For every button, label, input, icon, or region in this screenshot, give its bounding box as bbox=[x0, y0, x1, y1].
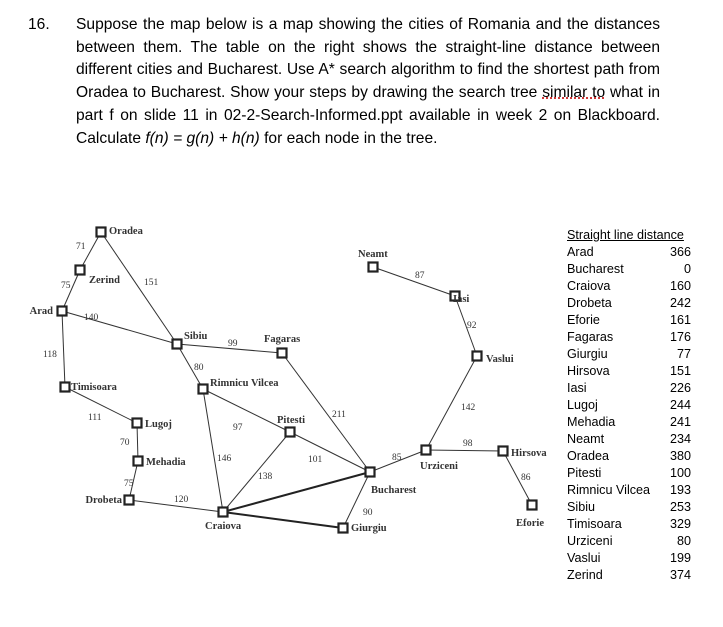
table-city: Rimnicu Vilcea bbox=[567, 483, 651, 497]
question-formula: f(n) = g(n) + h(n) bbox=[145, 129, 260, 147]
distance-label: 97 bbox=[233, 423, 243, 433]
table-city: Vaslui bbox=[567, 551, 601, 565]
road-oradea-sibiu bbox=[101, 232, 177, 344]
table-city: Oradea bbox=[567, 449, 610, 463]
table-row bbox=[567, 465, 691, 482]
distance-label: 70 bbox=[120, 438, 130, 448]
table-value: 253 bbox=[669, 500, 691, 514]
question-text-part3: for each node in the tree. bbox=[259, 129, 438, 147]
table-value: 80 bbox=[676, 534, 691, 548]
city-node-arad bbox=[58, 307, 67, 316]
distance-label: 138 bbox=[258, 472, 273, 482]
table-city: Neamt bbox=[567, 432, 605, 446]
table-value: 366 bbox=[669, 245, 691, 259]
road-pitesti-bucharest bbox=[290, 432, 370, 472]
city-label-craiova: Craiova bbox=[205, 521, 242, 532]
table-value: 244 bbox=[669, 398, 691, 412]
road-arad-sibiu bbox=[62, 311, 177, 344]
table-value: 161 bbox=[669, 313, 691, 327]
city-node-bucharest bbox=[366, 468, 375, 477]
table-row bbox=[567, 363, 691, 380]
road-craiova-pitesti bbox=[223, 432, 290, 512]
city-label-bucharest: Bucharest bbox=[371, 485, 417, 496]
table-city: Bucharest bbox=[567, 262, 624, 276]
road-lugoj-mehadia bbox=[137, 423, 138, 461]
road-bucharest-giurgiu bbox=[343, 472, 370, 528]
table-row bbox=[567, 533, 691, 550]
city-label-rimnicu: Rimnicu Vilcea bbox=[210, 378, 279, 389]
table-row bbox=[567, 482, 691, 499]
city-node-giurgiu bbox=[339, 524, 348, 533]
city-label-sibiu: Sibiu bbox=[184, 331, 208, 342]
table-row bbox=[567, 550, 691, 567]
table-city: Eforie bbox=[567, 313, 600, 327]
table-city: Iasi bbox=[567, 381, 587, 395]
distance-label: 140 bbox=[84, 313, 99, 323]
question-text-part1: Suppose the map below is a map showing the cities of Romania and the distances between them. The table on the right shows the straight-line distance between different cities and Bucharest. Use A* search algorithm to find the shortest path from Oradea to Bucharest. Show your steps by drawing the search tree bbox=[76, 16, 660, 102]
distance-label: 211 bbox=[332, 410, 346, 420]
table-row bbox=[567, 414, 691, 431]
table-value: 242 bbox=[669, 296, 691, 310]
distance-label: 118 bbox=[43, 350, 57, 360]
city-label-vaslui: Vaslui bbox=[486, 354, 514, 365]
table-city: Sibiu bbox=[567, 500, 596, 514]
table-city: Timisoara bbox=[567, 517, 622, 531]
table-row bbox=[567, 516, 691, 533]
table-row bbox=[567, 295, 691, 312]
table-row bbox=[567, 380, 691, 397]
city-label-eforie: Eforie bbox=[516, 518, 544, 529]
table-row bbox=[567, 499, 691, 516]
distance-label: 90 bbox=[363, 508, 373, 518]
city-label-arad: Arad bbox=[29, 306, 53, 317]
road-bold-craiova-bucharest bbox=[223, 472, 370, 512]
city-label-lugoj: Lugoj bbox=[145, 419, 172, 430]
distance-label: 98 bbox=[463, 439, 473, 449]
road-iasi-neamt bbox=[373, 267, 455, 296]
table-value: 380 bbox=[669, 449, 691, 463]
distance-label: 151 bbox=[144, 278, 159, 288]
distance-label: 101 bbox=[308, 455, 323, 465]
road-urziceni-hirsova bbox=[426, 450, 503, 451]
distance-label: 142 bbox=[461, 403, 476, 413]
city-label-zerind: Zerind bbox=[89, 275, 120, 286]
city-node-neamt bbox=[369, 263, 378, 272]
distance-label: 75 bbox=[124, 479, 134, 489]
distance-label: 87 bbox=[415, 271, 425, 281]
city-node-lugoj bbox=[133, 419, 142, 428]
city-node-urziceni bbox=[422, 446, 431, 455]
city-node-fagaras bbox=[278, 349, 287, 358]
table-row bbox=[567, 244, 691, 261]
city-label-iasi: Iasi bbox=[453, 294, 470, 305]
table-title: Straight line distance bbox=[567, 228, 684, 242]
road-arad-timisoara bbox=[62, 311, 65, 387]
table-value: 329 bbox=[669, 517, 691, 531]
question-text-part2: what in part f on slide 11 in 02-2-Search-Informed.ppt available in week 2 on Blackboard. Calculate bbox=[76, 84, 660, 147]
table-value: 100 bbox=[669, 466, 691, 480]
city-label-timisoara: Timisoara bbox=[71, 382, 117, 393]
table-value: 241 bbox=[669, 415, 691, 429]
distance-label: 80 bbox=[194, 363, 204, 373]
city-label-oradea: Oradea bbox=[109, 226, 143, 237]
distance-label: 92 bbox=[467, 321, 477, 331]
table-city: Fagaras bbox=[567, 330, 614, 344]
table-city: Arad bbox=[567, 245, 594, 259]
city-node-pitesti bbox=[286, 428, 295, 437]
table-value: 199 bbox=[669, 551, 691, 565]
table-row bbox=[567, 567, 691, 584]
table-rows bbox=[567, 244, 691, 584]
distance-label: 71 bbox=[76, 242, 86, 252]
table-row bbox=[567, 431, 691, 448]
table-value: 0 bbox=[683, 262, 691, 276]
straight-line-distance-table bbox=[567, 227, 691, 584]
city-node-hirsova bbox=[499, 447, 508, 456]
city-node-craiova bbox=[219, 508, 228, 517]
table-value: 77 bbox=[676, 347, 691, 361]
table-city: Pitesti bbox=[567, 466, 602, 480]
city-label-drobeta: Drobeta bbox=[85, 495, 122, 506]
city-label-neamt: Neamt bbox=[358, 249, 388, 260]
city-node-timisoara bbox=[61, 383, 70, 392]
city-node-mehadia bbox=[134, 457, 143, 466]
city-node-eforie bbox=[528, 501, 537, 510]
city-label-fagaras: Fagaras bbox=[264, 334, 301, 345]
table-value: 176 bbox=[669, 330, 691, 344]
city-label-mehadia: Mehadia bbox=[146, 457, 186, 468]
table-row bbox=[567, 329, 691, 346]
table-value: 160 bbox=[669, 279, 691, 293]
table-row bbox=[567, 261, 691, 278]
city-node-zerind bbox=[76, 266, 85, 275]
table-city: Giurgiu bbox=[567, 347, 608, 361]
question-number: 16. bbox=[28, 16, 50, 33]
city-node-vaslui bbox=[473, 352, 482, 361]
table-row bbox=[567, 278, 691, 295]
table-row bbox=[567, 346, 691, 363]
table-city: Hirsova bbox=[567, 364, 610, 378]
city-node-rimnicu bbox=[199, 385, 208, 394]
city-label-giurgiu: Giurgiu bbox=[351, 523, 387, 534]
city-labels-layer bbox=[30, 226, 548, 534]
table-city: Urziceni bbox=[567, 534, 613, 548]
table-city: Lugoj bbox=[567, 398, 598, 412]
table-row bbox=[567, 312, 691, 329]
city-node-drobeta bbox=[125, 496, 134, 505]
city-node-oradea bbox=[97, 228, 106, 237]
city-label-urziceni: Urziceni bbox=[420, 461, 458, 472]
distance-label: 146 bbox=[217, 454, 232, 464]
table-value: 374 bbox=[669, 568, 691, 582]
road-rimnicu-craiova bbox=[203, 389, 223, 512]
distance-label: 99 bbox=[228, 339, 238, 349]
table-value: 234 bbox=[669, 432, 691, 446]
city-label-hirsova: Hirsova bbox=[511, 448, 547, 459]
table-value: 226 bbox=[669, 381, 691, 395]
table-row bbox=[567, 397, 691, 414]
distance-label: 75 bbox=[61, 281, 71, 291]
table-row bbox=[567, 448, 691, 465]
table-city: Drobeta bbox=[567, 296, 612, 310]
distance-label: 86 bbox=[521, 473, 531, 483]
table-value: 151 bbox=[669, 364, 691, 378]
table-city: Craiova bbox=[567, 279, 611, 293]
table-value: 193 bbox=[669, 483, 691, 497]
distance-label: 85 bbox=[392, 453, 402, 463]
city-label-pitesti: Pitesti bbox=[277, 415, 305, 426]
question-underlined-text: similar to bbox=[542, 84, 606, 102]
distance-label: 111 bbox=[88, 413, 102, 423]
distance-label: 120 bbox=[174, 495, 189, 505]
table-city: Mehadia bbox=[567, 415, 616, 429]
city-node-sibiu bbox=[173, 340, 182, 349]
table-city: Zerind bbox=[567, 568, 603, 582]
road-fagaras-bucharest bbox=[282, 353, 370, 472]
